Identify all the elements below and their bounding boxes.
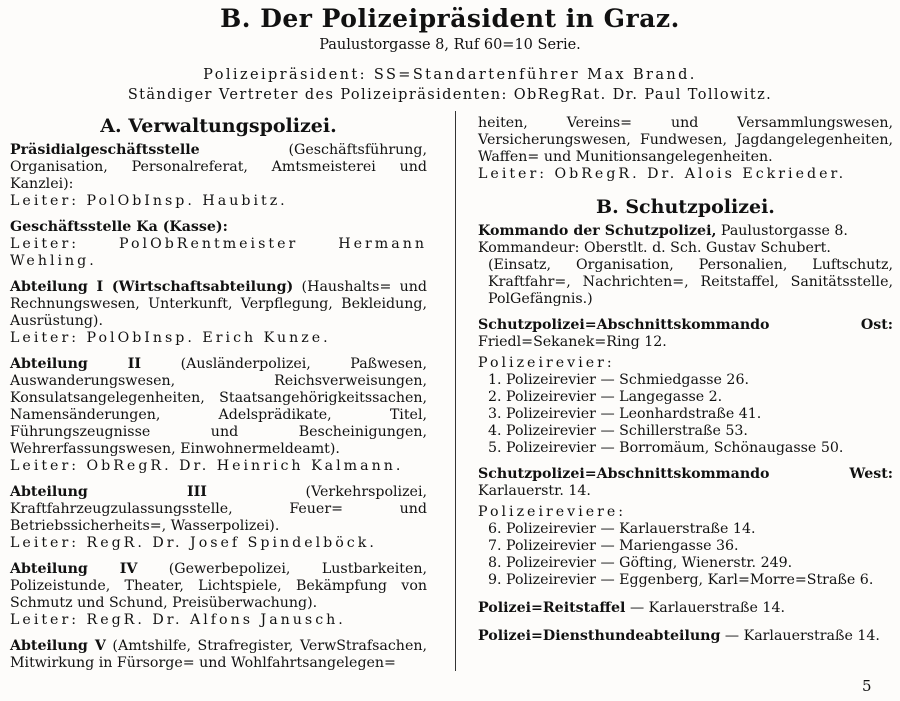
headquarters-address: Paulustorgasse 8, Ruf 60=10 Serie. (319, 37, 581, 53)
abteilung-1-leiter: Leiter: PolObInsp. Erich Kunze. (10, 330, 331, 346)
diensthund-entry (478, 628, 893, 645)
section-heading-schutzpolizei: B. Schutzpolizei. (596, 196, 775, 218)
west-revier-label: Polizeireviere: (478, 504, 627, 520)
praesidial-desc: (Geschäftsführung, Organisation, Personalreferat, Amtsmeisterei und Kanzlei): (10, 142, 427, 192)
list-item: 5. Polizeirevier — Borromäum, Schönaugasse 50. (488, 440, 844, 456)
abteilung-5-continued: heiten, Vereins= und Versammlungswesen, Versicherungswesen, Fundwesen, Jagdangelegenheiten, Waffen= und Munitionsangelegenheiten. (478, 115, 893, 165)
list-item: 6. Polizeirevier — Karlauerstraße 14. (488, 521, 756, 537)
west-name: Schutzpolizei=Abschnittskommando West: (478, 466, 893, 482)
section-heading-verwaltung: A. Verwaltungspolizei. (100, 115, 337, 137)
kasse-leiter: Leiter: PolObRentmeister Hermann Wehling. (10, 236, 427, 269)
abteilung-1-entry (10, 279, 427, 330)
reitstaffel-name: Polizei=Reitstaffel (478, 600, 626, 616)
abteilung-4-desc: (Gewerbepolizei, Lustbarkeiten, Polizeistunde, Theater, Lichtspiele, Bekämpfung von Schmutz und Schund, Preisüberwachung). (10, 561, 428, 611)
list-item: 7. Polizeirevier — Mariengasse 36. (488, 538, 739, 554)
praesidial-entry (10, 142, 427, 193)
west-address: Karlauerstr. 14. (478, 483, 591, 499)
abteilung-4-entry (10, 561, 427, 612)
abteilung-5-entry (10, 638, 427, 672)
kommandeur-line: Kommandeur: Oberstlt. d. Sch. Gustav Schubert. (478, 240, 831, 256)
abteilung-3-entry (10, 484, 427, 535)
page-title: B. Der Polizeipräsident in Graz. (220, 4, 680, 33)
abteilung-3-leiter: Leiter: RegR. Dr. Josef Spindelböck. (10, 535, 377, 551)
page-number: 5 (862, 677, 872, 695)
abteilung-1-desc: (Haushalts= und Rechnungswesen, Unterkunft, Verpflegung, Bekleidung, Ausrüstung). (10, 279, 427, 329)
kasse-name: Geschäftsstelle Ka (Kasse): (10, 219, 228, 235)
diensthund-name: Polizei=Diensthundeabteilung (478, 628, 721, 644)
right-column (478, 115, 893, 645)
kommando-entry (478, 223, 893, 240)
west-entry (478, 466, 893, 500)
abteilung-2-desc: (Ausländerpolizei, Paßwesen, Auswanderungswesen, Reichsverweisungen, Konsulatsangelegenheiten, Staatsangehörigkeitssachen, Namensänderungen, Adelsprädikate, Titel, Führungszeugnisse und Bescheinigungen, Wehrerfassungswesen, Einwohnermeldeamt). (10, 356, 427, 457)
reitstaffel-entry (478, 600, 893, 617)
abteilung-2-name: Abteilung II (10, 356, 142, 372)
left-column (10, 114, 427, 672)
ost-revier-label: Polizeirevier: (478, 355, 615, 371)
abteilung-2-leiter: Leiter: ObRegR. Dr. Heinrich Kalmann. (10, 458, 404, 474)
list-item: 2. Polizeirevier — Langegasse 2. (488, 389, 723, 405)
ost-address: Friedl=Sekanek=Ring 12. (478, 334, 667, 350)
abteilung-2-entry (10, 356, 427, 458)
abteilung-5-desc: (Amtshilfe, Strafregister, VerwStrafsachen, Mitwirkung in Fürsorge= und Wohlfahrtsangelegen= (10, 638, 427, 671)
president-line: Polizeipräsident: SS=Standartenführer Max Brand. (203, 67, 697, 83)
abteilung-4-name: Abteilung IV (10, 561, 138, 577)
abteilung-1-name: Abteilung I (Wirtschaftsabteilung) (10, 279, 294, 295)
list-item: 4. Polizeirevier — Schillerstraße 53. (488, 423, 748, 439)
ost-entry (478, 317, 893, 351)
abteilung-4-leiter: Leiter: RegR. Dr. Alfons Janusch. (10, 612, 346, 628)
list-item: 3. Polizeirevier — Leonhardstraße 41. (488, 406, 762, 422)
kommando-name: Kommando der Schutzpolizei, (478, 223, 717, 239)
ost-name: Schutzpolizei=Abschnittskommando Ost: (478, 317, 893, 333)
column-divider (455, 111, 456, 671)
list-item: 9. Polizeirevier — Eggenberg, Karl=Morre=Straße 6. (488, 572, 874, 588)
list-item: 8. Polizeirevier — Göfting, Wienerstr. 249. (488, 555, 793, 571)
deputy-line: Ständiger Vertreter des Polizeipräsidenten: ObRegRat. Dr. Paul Tollowitz. (127, 87, 773, 103)
abteilung-5-name: Abteilung V (10, 638, 106, 654)
abteilung-3-desc: (Verkehrspolizei, Kraftfahrzeugzulassungsstelle, Feuer= und Betriebssicherheits=, Wasserpolizei). (10, 484, 427, 534)
abteilung-3-name: Abteilung III (10, 484, 207, 500)
list-item: 1. Polizeirevier — Schmiedgasse 26. (488, 372, 749, 388)
praesidial-leiter: Leiter: PolObInsp. Haubitz. (10, 193, 288, 209)
kommando-address: Paulustorgasse 8. (716, 223, 848, 239)
abteilung-5-leiter: Leiter: ObRegR. Dr. Alois Eckrieder. (478, 166, 847, 182)
ost-revier-list (478, 372, 893, 457)
praesidial-name: Präsidialgeschäftsstelle (10, 142, 200, 158)
west-revier-list (478, 521, 893, 589)
kommando-desc: (Einsatz, Organisation, Personalien, Luftschutz, Kraftfahr=, Nachrichten=, Reitstaffel, Sanitätsstelle, PolGefängnis.) (488, 257, 893, 307)
diensthund-address: — Karlauerstraße 14. (720, 628, 880, 644)
reitstaffel-address: — Karlauerstraße 14. (625, 600, 785, 616)
